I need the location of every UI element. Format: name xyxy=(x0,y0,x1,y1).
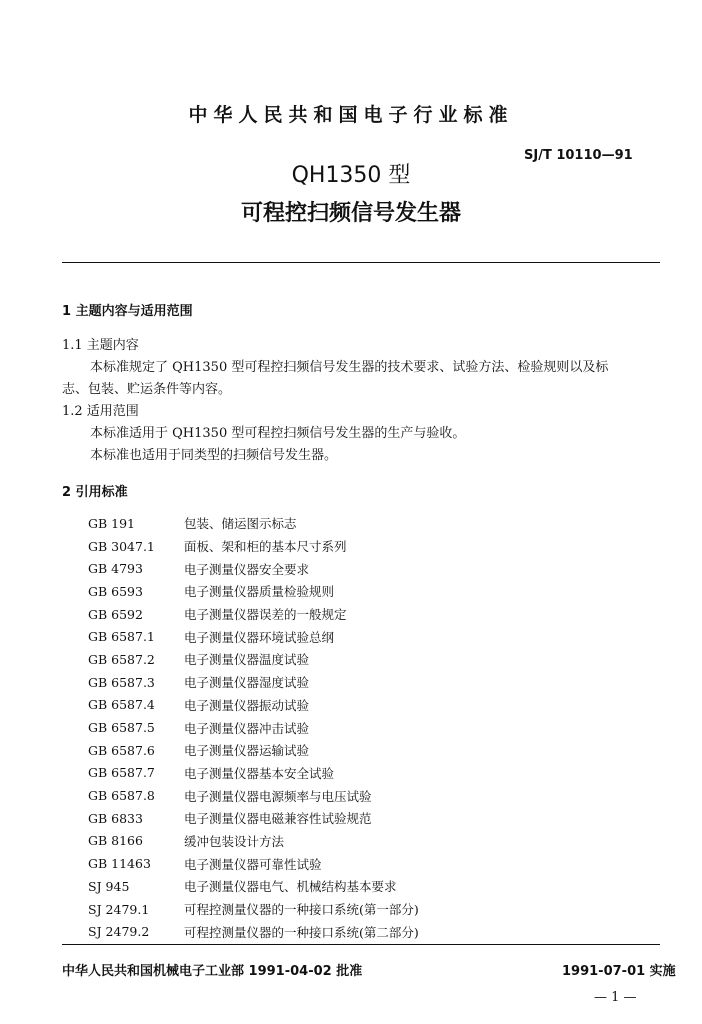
reference-row xyxy=(88,784,419,807)
reference-title: 电子测量仪器电磁兼容性试验规范 xyxy=(184,811,372,827)
reference-title: 电子测量仪器可靠性试验 xyxy=(184,856,322,872)
product-name: 可程控扫频信号发生器 xyxy=(240,201,461,226)
reference-code: GB 6587.7 xyxy=(88,765,155,781)
reference-row xyxy=(88,694,419,717)
section-1-heading: 1 主题内容与适用范围 xyxy=(62,304,193,319)
footer-divider xyxy=(62,944,660,945)
reference-title: 电子测量仪器湿度试验 xyxy=(184,675,310,691)
reference-title: 电子测量仪器运输试验 xyxy=(184,743,310,759)
reference-code: SJ 2479.2 xyxy=(88,924,150,940)
reference-title: 电子测量仪器质量检验规则 xyxy=(184,584,335,600)
reference-title: 电子测量仪器温度试验 xyxy=(184,652,310,668)
reference-title: 电子测量仪器冲击试验 xyxy=(184,720,310,736)
reference-code: GB 6587.2 xyxy=(88,651,155,667)
reference-row xyxy=(88,739,419,762)
reference-code: SJ 945 xyxy=(88,878,130,894)
reference-title: 可程控测量仪器的一种接口系统(第二部分) xyxy=(184,924,419,940)
reference-code: GB 6587.5 xyxy=(88,720,155,736)
reference-code: GB 6592 xyxy=(88,606,143,622)
reference-title: 电子测量仪器振动试验 xyxy=(184,697,310,713)
reference-row xyxy=(88,852,419,875)
reference-row xyxy=(88,716,419,739)
reference-title: 电子测量仪器电气、机械结构基本要求 xyxy=(184,879,397,895)
reference-title: 电子测量仪器电源频率与电压试验 xyxy=(184,788,372,804)
reference-standards-list xyxy=(88,512,419,943)
reference-code: SJ 2479.1 xyxy=(88,901,150,917)
reference-row xyxy=(88,648,419,671)
reference-title: 电子测量仪器安全要求 xyxy=(184,561,310,577)
reference-code: GB 3047.1 xyxy=(88,538,155,554)
reference-code: GB 6833 xyxy=(88,810,143,826)
reference-code: GB 6587.6 xyxy=(88,742,155,758)
reference-row xyxy=(88,557,419,580)
reference-title: 电子测量仪器误差的一般规定 xyxy=(184,607,347,623)
reference-row xyxy=(88,830,419,853)
reference-code: GB 4793 xyxy=(88,561,143,577)
reference-row xyxy=(88,762,419,785)
reference-row xyxy=(88,580,419,603)
section-1-1-label: 1.1 主题内容 xyxy=(62,338,139,353)
reference-title: 包装、储运图示标志 xyxy=(184,516,297,532)
reference-title: 缓冲包装设计方法 xyxy=(184,833,285,849)
section-2-heading: 2 引用标准 xyxy=(62,485,128,500)
approval-statement: 中华人民共和国机械电子工业部 1991-04-02 批准 xyxy=(62,964,363,979)
reference-code: GB 6593 xyxy=(88,583,143,599)
document-issuer-title: 中华人民共和国电子行业标准 xyxy=(188,104,514,126)
reference-title: 面板、架和柜的基本尺寸系列 xyxy=(184,539,347,555)
reference-row xyxy=(88,625,419,648)
section-1-2-text-line-2: 本标准也适用于同类型的扫频信号发生器。 xyxy=(90,448,338,463)
section-1-2-text-line-1: 本标准适用于 QH1350 型可程控扫频信号发生器的生产与验收。 xyxy=(90,426,466,441)
reference-row xyxy=(88,671,419,694)
product-model: QH1350 型 xyxy=(291,163,411,188)
reference-title: 电子测量仪器基本安全试验 xyxy=(184,765,335,781)
effective-date: 1991-07-01 实施 xyxy=(562,964,676,979)
reference-row xyxy=(88,603,419,626)
reference-row xyxy=(88,512,419,535)
reference-row xyxy=(88,875,419,898)
standard-number: SJ/T 10110—91 xyxy=(524,148,633,163)
reference-title: 电子测量仪器环境试验总纲 xyxy=(184,629,335,645)
page-number: — 1 — xyxy=(594,990,637,1005)
section-1-2-label: 1.2 适用范围 xyxy=(62,404,139,419)
reference-code: GB 11463 xyxy=(88,856,151,872)
reference-code: GB 191 xyxy=(88,515,136,531)
reference-code: GB 6587.8 xyxy=(88,788,155,804)
reference-code: GB 6587.3 xyxy=(88,674,155,690)
section-1-1-text-line-1: 本标准规定了 QH1350 型可程控扫频信号发生器的技术要求、试验方法、检验规则以及标 xyxy=(90,360,609,375)
reference-row xyxy=(88,535,419,558)
reference-row xyxy=(88,920,419,943)
reference-code: GB 6587.1 xyxy=(88,629,155,645)
reference-row xyxy=(88,807,419,830)
reference-code: GB 6587.4 xyxy=(88,697,155,713)
reference-row xyxy=(88,898,419,921)
header-divider xyxy=(62,262,660,263)
reference-title: 可程控测量仪器的一种接口系统(第一部分) xyxy=(184,902,419,918)
reference-code: GB 8166 xyxy=(88,833,143,849)
section-1-1-text-line-2: 志、包装、贮运条件等内容。 xyxy=(62,382,232,397)
